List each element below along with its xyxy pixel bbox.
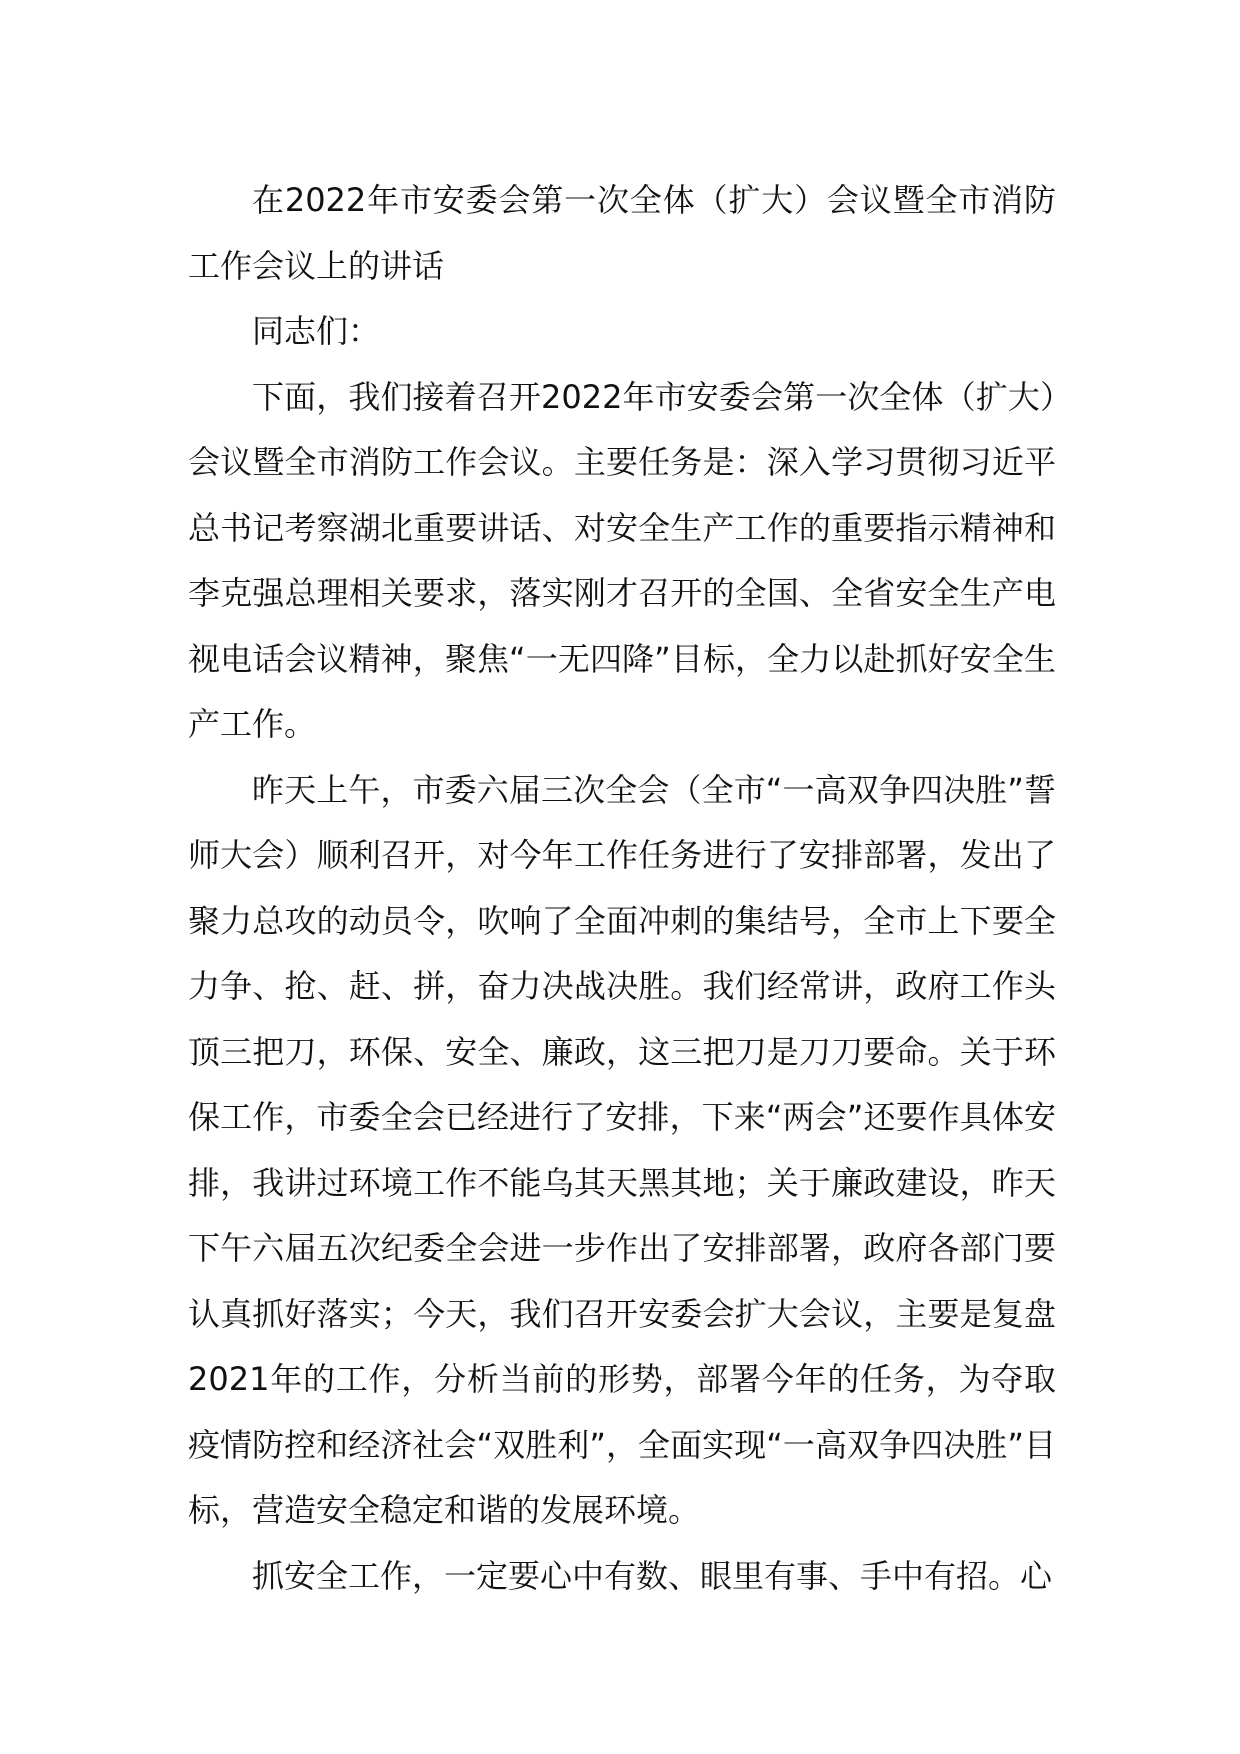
document-body	[188, 168, 1056, 1609]
paragraph-safety-work: 抓安全工作，一定要心中有数、眼里有事、手中有招。心	[252, 1556, 1053, 1595]
document-title: 在2022年市安委会第一次全体（扩大）会议暨全市消防工作会议上的讲话	[188, 181, 1056, 285]
salutation: 同志们：	[252, 312, 381, 350]
paragraph-context: 昨天上午，市委六届三次全会（全市“一高双争四决胜”誓师大会）顺利召开，对今年工作任务进行了安排部署，发出了聚力总攻的动员令，吹响了全面冲刺的集结号，全市上下要全力争、抢、赶、拼，奋力决战决胜。我们经常讲，政府工作头顶三把刀，环保、安全、廉政，这三把刀是刀刀要命。关于环保工作，市委全会已经进行了安排，下来“两会”还要作具体安排，我讲过环境工作不能乌其天黑其地；关于廉政建设，昨天下午六届五次纪委全会进一步作出了安排部署，政府各部门要认真抓好落实；今天，我们召开安委会扩大会议，主要是复盘2021年的工作，分析当前的形势，部署今年的任务，为夺取疫情防控和经济社会“双胜利”，全面实现“一高双争四决胜”目标，营造安全稳定和谐的发展环境。	[188, 770, 1056, 1529]
paragraph-opening: 下面，我们接着召开2022年市安委会第一次全体（扩大）会议暨全市消防工作会议。主要任务是：深入学习贯彻习近平总书记考察湖北重要讲话、对安全生产工作的重要指示精神和李克强总理相关要求，落实刚才召开的全国、全省安全生产电视电话会议精神，聚焦“一无四降”目标，全力以赴抓好安全生产工作。	[188, 377, 1056, 743]
